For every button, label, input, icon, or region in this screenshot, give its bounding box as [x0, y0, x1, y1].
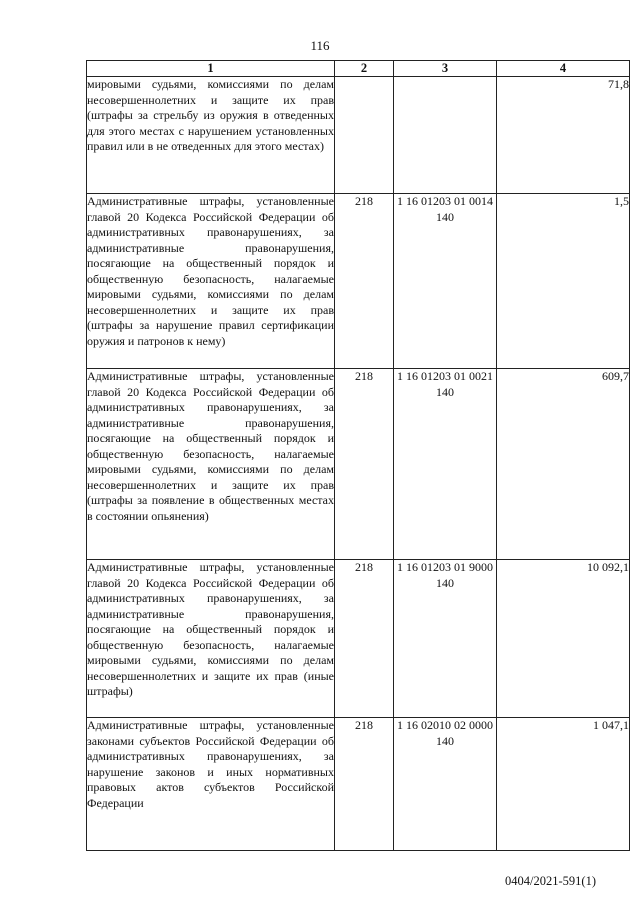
amount-value: 10 092,1 [497, 560, 630, 718]
table-row [87, 718, 630, 851]
column-header-4: 4 [497, 61, 630, 77]
administrator-code: 218 [335, 369, 394, 560]
revenue-description: Административные штрафы, установленные главой 20 Кодекса Российской Федерации об административных правонарушениях, за административные правонарушения, посягающие на общественный порядок и общественную безопасность, налагаемые мировыми судьями, комиссиями по делам несовершеннолетних и защите их прав (иные штрафы) [87, 560, 335, 718]
budget-revenue-table [86, 60, 630, 851]
amount-value: 1 047,1 [497, 718, 630, 851]
administrator-code [335, 77, 394, 194]
budget-classification-code [394, 77, 497, 194]
administrator-code: 218 [335, 560, 394, 718]
administrator-code: 218 [335, 718, 394, 851]
amount-value: 1,5 [497, 194, 630, 369]
revenue-description: Административные штрафы, установленные законами субъектов Российской Федерации об административных правонарушениях, за нарушение законов и иных нормативных правовых актов субъектов Российской Федерации [87, 718, 335, 851]
column-header-1: 1 [87, 61, 335, 77]
table-header-row [87, 61, 630, 77]
administrator-code: 218 [335, 194, 394, 369]
column-header-3: 3 [394, 61, 497, 77]
budget-classification-code: 1 16 02010 02 0000 140 [394, 718, 497, 851]
budget-classification-code: 1 16 01203 01 9000 140 [394, 560, 497, 718]
column-header-2: 2 [335, 61, 394, 77]
budget-classification-code: 1 16 01203 01 0021 140 [394, 369, 497, 560]
table-row [87, 369, 630, 560]
revenue-description: Административные штрафы, установленные главой 20 Кодекса Российской Федерации об административных правонарушениях, за административные правонарушения, посягающие на общественный порядок и общественную безопасность, налагаемые мировыми судьями, комиссиями по делам несовершеннолетних и защите их прав (штрафы за появление в общественных местах в состоянии опьянения) [87, 369, 335, 560]
table-row [87, 77, 630, 194]
document-reference: 0404/2021-591(1) [505, 874, 596, 888]
amount-value: 71,8 [497, 77, 630, 194]
table-row [87, 560, 630, 718]
revenue-description: мировыми судьями, комиссиями по делам несовершеннолетних и защите их прав (штрафы за стрельбу из оружия в отведенных для этого местах с нарушением установленных правил или в не отведенных для этого местах) [87, 77, 335, 194]
budget-classification-code: 1 16 01203 01 0014 140 [394, 194, 497, 369]
table-row [87, 194, 630, 369]
amount-value: 609,7 [497, 369, 630, 560]
revenue-description: Административные штрафы, установленные главой 20 Кодекса Российской Федерации об административных правонарушениях, за административные правонарушения, посягающие на общественный порядок и общественную безопасность, налагаемые мировыми судьями, комиссиями по делам несовершеннолетних и защите их прав (штрафы за нарушение правил сертификации оружия и патронов к нему) [87, 194, 335, 369]
page-number: 116 [310, 38, 330, 53]
